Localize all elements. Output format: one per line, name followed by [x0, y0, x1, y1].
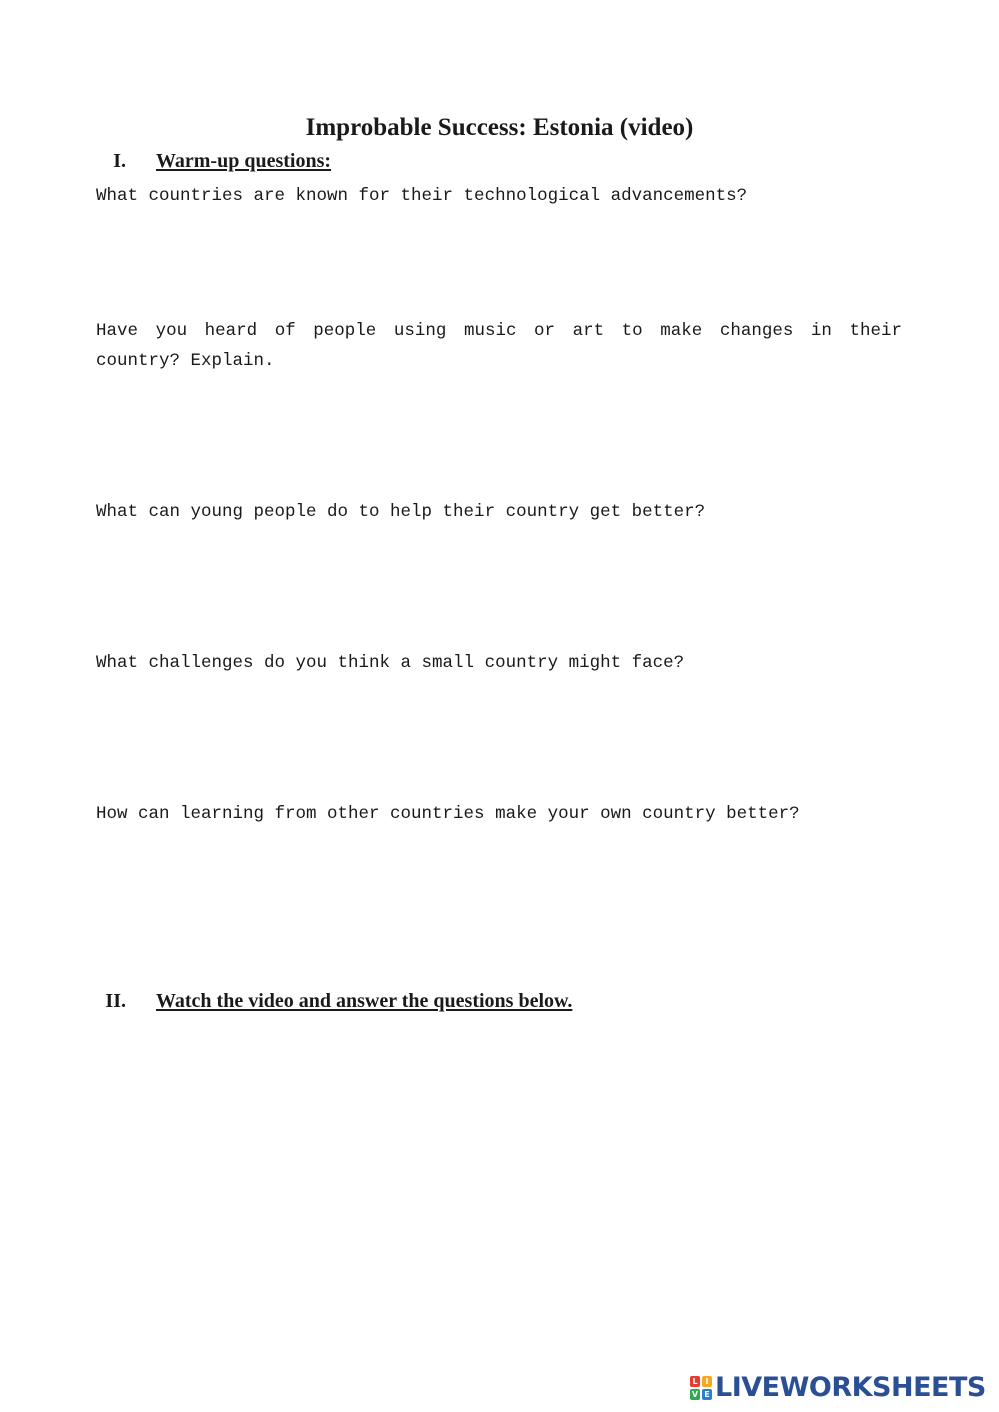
logo-tile-e: E: [702, 1389, 712, 1400]
section-numeral: I.: [113, 150, 126, 172]
question-3: What can young people do to help their country get better?: [96, 502, 706, 522]
question-1: What countries are known for their technological advancements?: [96, 186, 748, 206]
section-title: Warm-up questions:: [156, 150, 332, 172]
question-4: What challenges do you think a small country might face?: [96, 653, 685, 673]
question-5: How can learning from other countries make your own country better?: [96, 804, 800, 824]
question-2: Have you heard of people using music or art to make changes in their country? Explain.: [96, 321, 902, 371]
logo-tile-l: L: [690, 1376, 700, 1387]
logo-mark-icon: [690, 1376, 712, 1400]
logo-tile-v: V: [691, 1390, 699, 1399]
logo-wordmark: LIVEWORKSHEETS: [715, 1372, 986, 1403]
liveworksheets-logo[interactable]: [690, 1372, 986, 1404]
page-title: Improbable Success: Estonia (video): [305, 113, 694, 141]
logo-tile-i: I: [702, 1376, 712, 1387]
section-title: Watch the video and answer the questions below.: [156, 990, 573, 1012]
section-numeral: II.: [105, 990, 126, 1012]
